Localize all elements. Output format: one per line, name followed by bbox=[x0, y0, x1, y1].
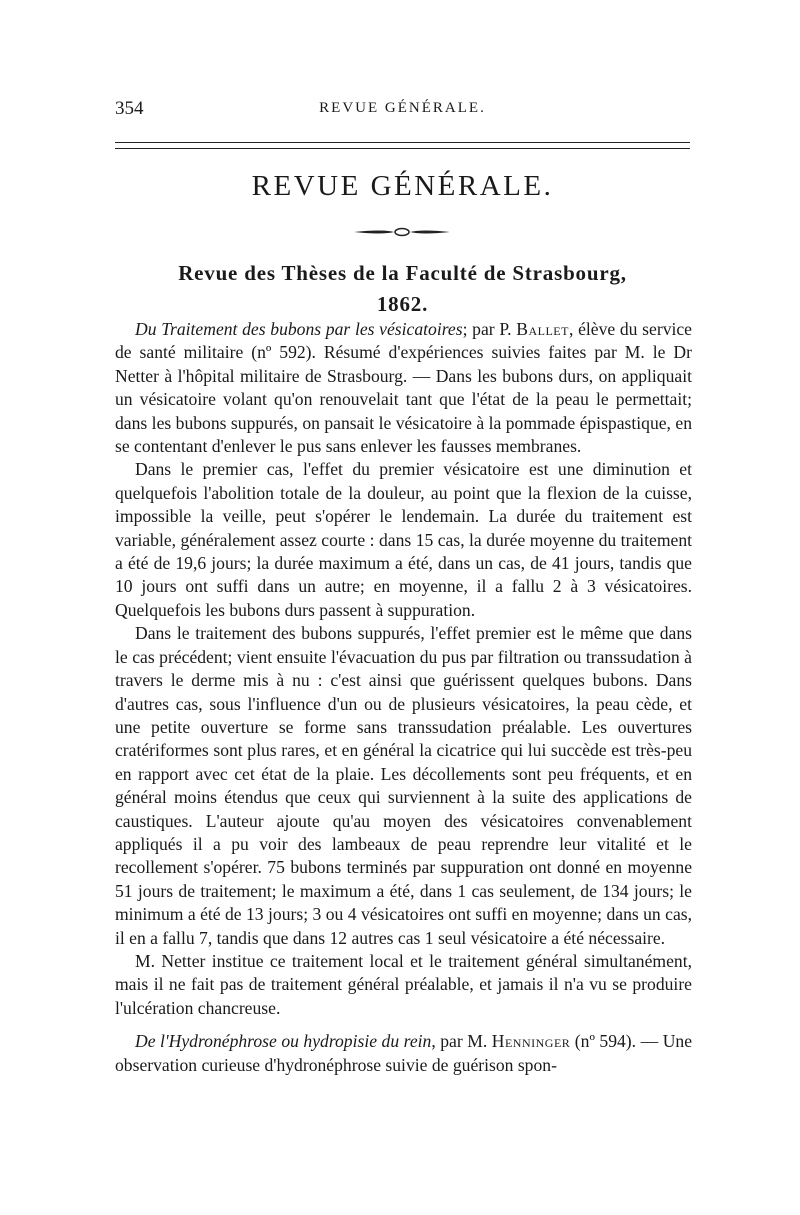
paragraph: Dans le traitement des bubons suppurés, l'effet premier est le même que dans le cas précédent; vient ensuite l'évacuation du pus par filtration ou transsudation à travers le derme mis à nu : c'est ainsi que guérissent quelques bubons. Dans d'autres cas, sous l'influence d'un ou de plusieurs vésicatoires, la peau cède, et une petite ouverture se forme sans transsudation préalable. Les ouvertures cratériformes sont plus rares, et en général la cicatrice qui lui succède est très-peu en rapport avec cet état de la plaie. Les décollements sont peu fréquents, et en général moins étendus que ceux qui surviennent à la suite des applications de caustiques. L'auteur ajoute qu'au moyen des vésicatoires convenablement appliqués il a pu voir des lambeaux de peau reprendre leur vitalité et le recollement s'opérer. 75 bubons terminés par suppuration ont donné en moyenne 51 jours de traitement; le maximum a été, dans 1 cas seulement, de 134 jours; le minimum a été de 13 jours; 3 ou 4 vésicatoires ont suffi en moyenne; dans un cas, il en a fallu 7, tandis que dans 12 autres cas 1 seul vésicatoire a été nécessaire. bbox=[115, 623, 692, 948]
article-author: Ballet bbox=[516, 319, 569, 339]
paragraph: M. Netter institue ce traitement local et le traitement général simultanément, mais il ne fait pas de traitement général préalable, et jamais il n'a vu se produire l'ulcération chancreuse. bbox=[115, 950, 692, 1018]
intro-text: , élève du service de santé militaire (nº 592). Résumé d'expériences suivies faites par M. le Dr Netter à l'hôpital militaire de Strasbourg. — Dans les bubons durs, on appliquait un vésicatoire volant qu'on renouvelait tant que l'état de la peau le permettait; dans les bubons suppurés, on pansait le vésicatoire à la pommade épispastique, en se contentant d'enlever le pus sans enlever les fausses membranes. bbox=[115, 319, 692, 457]
article-intro-paragraph bbox=[115, 1030, 692, 1077]
thesis-number: (nº 594). bbox=[570, 1031, 637, 1052]
section-title-line: Revue des Thèses de la Faculté de Strasbourg, bbox=[178, 261, 627, 285]
author-separator: , par M. bbox=[431, 1031, 492, 1052]
section-heading bbox=[115, 258, 690, 320]
running-header bbox=[115, 98, 690, 124]
article-title: Du Traitement des bubons par les vésicatoires bbox=[135, 319, 463, 339]
article-author: Henninger bbox=[491, 1031, 571, 1052]
intro-text: — Une observation curieuse d'hydronéphrose suivie de guérison spon- bbox=[115, 1031, 693, 1075]
section-year: 1862. bbox=[376, 292, 429, 316]
article-intro-paragraph bbox=[115, 318, 692, 458]
ornament-divider bbox=[352, 226, 452, 238]
paragraph: Dans le premier cas, l'effet du premier vésicatoire est une diminution et quelquefois l'abolition totale de la douleur, au point que la flexion de la cuisse, impossible la veille, peut s'opérer le lendemain. La durée du traitement est variable, généralement assez courte : dans 15 cas, la durée moyenne du traitement a été de 19,6 jours; la durée maximum a été, dans un cas, de 41 jours, tandis que 10 jours ont suffi dans un autre; en moyenne, il a fallu 2 à 3 vésicatoires. Quelquefois les bubons durs passent à suppuration. bbox=[115, 459, 692, 620]
article-title: De l'Hydronéphrose ou hydropisie du rein bbox=[135, 1031, 432, 1052]
header-rule bbox=[115, 142, 690, 149]
running-title: REVUE GÉNÉRALE. bbox=[319, 100, 486, 116]
article-body bbox=[115, 318, 692, 1077]
author-separator: ; par P. bbox=[462, 319, 517, 339]
page-title: REVUE GÉNÉRALE. bbox=[251, 170, 554, 202]
page-number: 354 bbox=[115, 98, 144, 119]
